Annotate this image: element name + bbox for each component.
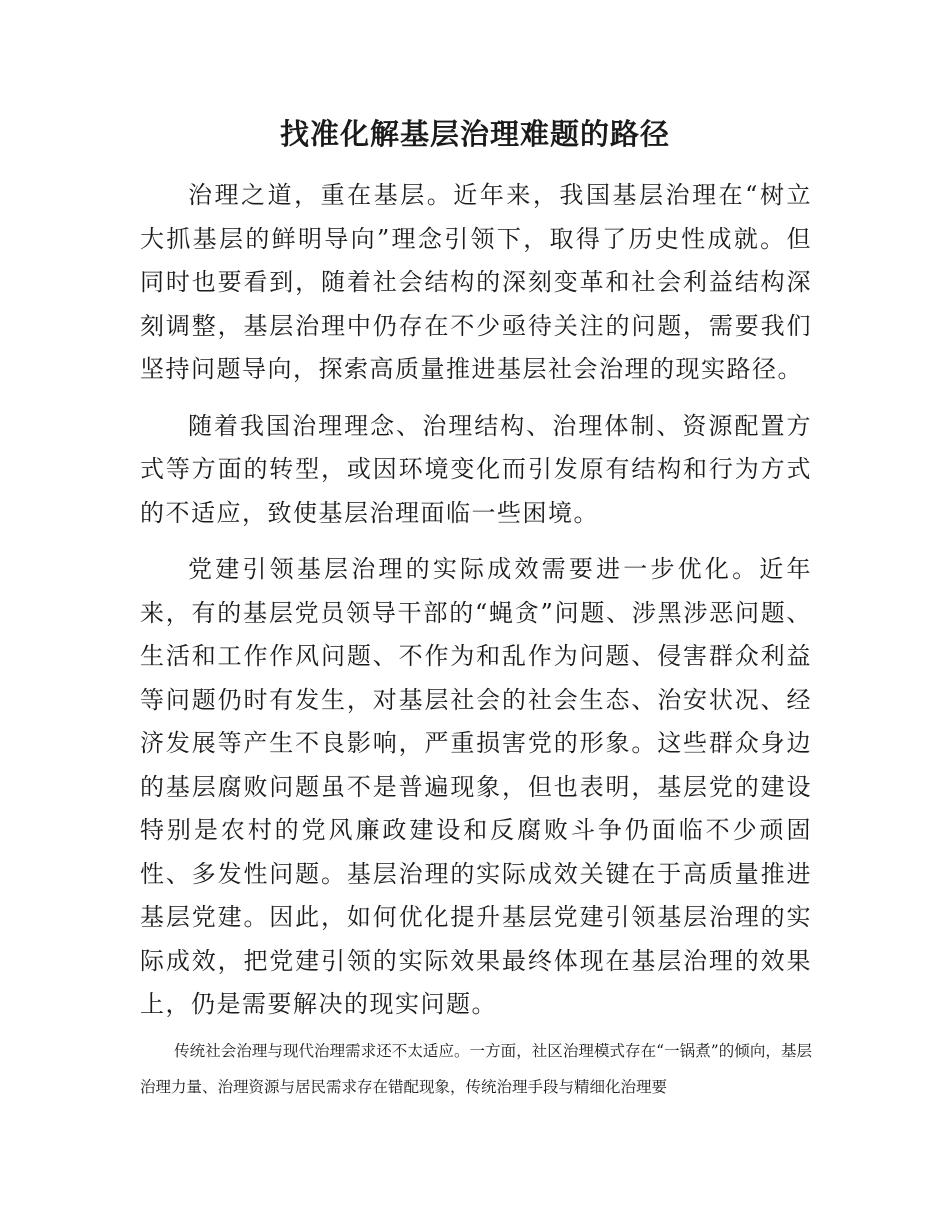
document-body: [140, 174, 812, 1040]
paragraph-party-building: 党建引领基层治理的实际成效需要进一步优化。近年来，有的基层党员领导干部的“蝇贪”问题、涉黑涉恶问题、生活和工作作风问题、不作为和乱作为问题、侵害群众利益等问题仍时有发生，对基层社会的社会生态、治安状况、经济发展等产生不良影响，严重损害党的形象。这些群众身边的基层腐败问题虽不是普遍现象，但也表明，基层党的建设特别是农村的党风廉政建设和反腐败斗争仍面临不少顽固性、多发性问题。基层治理的实际成效关键在于高质量推进基层党建。因此，如何优化提升基层党建引领基层治理的实际成效，把党建引领的实际效果最终体现在基层治理的效果上，仍是需要解决的现实问题。: [140, 555, 812, 1018]
paragraph-intro: 治理之道，重在基层。近年来，我国基层治理在“树立大抓基层的鲜明导向”理念引领下，取得了历史性成就。但同时也要看到，随着社会结构的深刻变革和社会利益结构深刻调整，基层治理中仍存在不少亟待关注的问题，需要我们坚持问题导向，探索高质量推进基层社会治理的现实路径。: [140, 181, 812, 383]
paragraph-transition: 随着我国治理理念、治理结构、治理体制、资源配置方式等方面的转型，或因环境变化而引发原有结构和行为方式的不适应，致使基层治理面临一些困境。: [140, 411, 812, 527]
document-title: 找准化解基层治理难题的路径: [279, 117, 670, 151]
paragraph-traditional-governance: 传统社会治理与现代治理需求还不太适应。一方面，社区治理模式存在“一锅煮”的倾向，基层治理力量、治理资源与居民需求存在错配现象，传统治理手段与精细化治理要: [140, 1042, 812, 1096]
